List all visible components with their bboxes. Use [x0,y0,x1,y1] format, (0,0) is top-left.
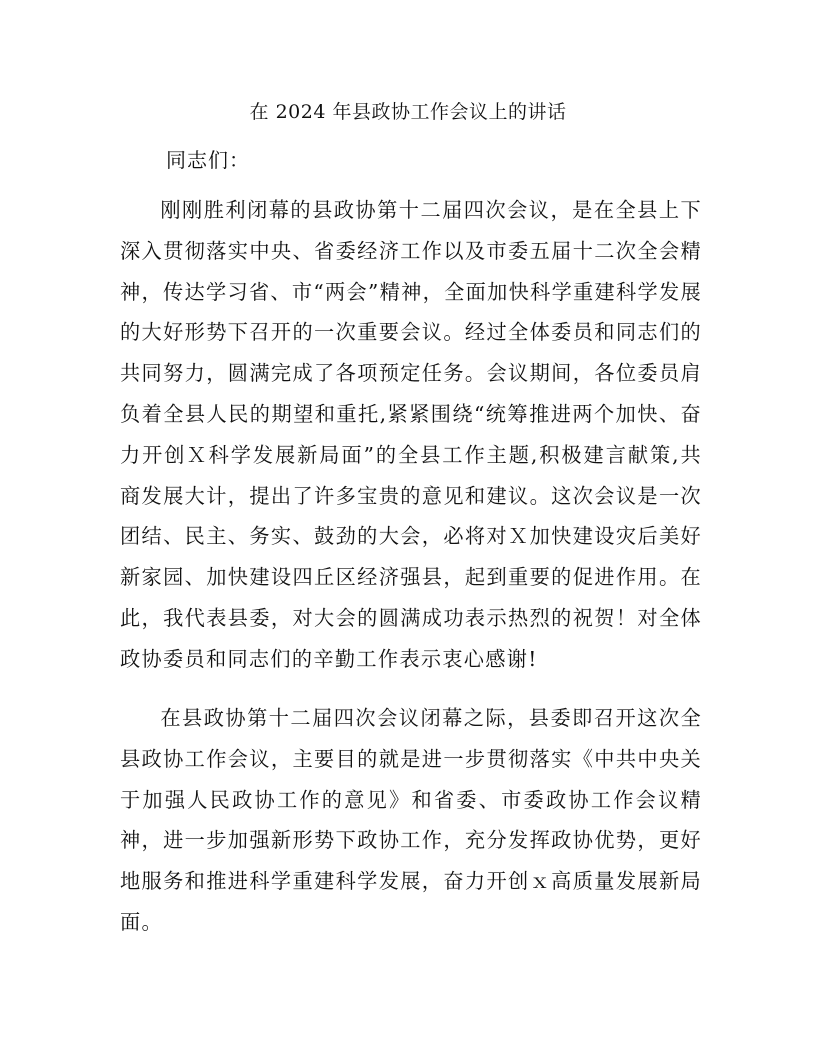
salutation: 同志们： [166,148,250,172]
body-paragraph-2: 在县政协第十二届四次会议闭幕之际，县委即召开这次全县政协工作会议，主要目的就是进一步贯彻落实《中共中央关于加强人民政协工作的意见》和省委、市委政协工作会议精神，进一步加强新形势下政协工作，充分发挥政协优势，更好地服务和推进科学重建科学发展，奋力开创ｘ高质量发展新局面。 [120,706,702,934]
body-paragraph-1: 刚刚胜利闭幕的县政协第十二届四次会议，是在全县上下深入贯彻落实中央、省委经济工作以及市委五届十二次全会精神，传达学习省、市“两会”精神，全面加快科学重建科学发展的大好形势下召开的一次重要会议。经过全体委员和同志们的共同努力，圆满完成了各项预定任务。会议期间，各位委员肩负着全县人民的期望和重托,紧紧围绕“统筹推进两个加快、奋力开创Ｘ科学发展新局面”的全县工作主题,积极建言献策,共商发展大计，提出了许多宝贵的意见和建议。这次会议是一次团结、民主、务实、鼓劲的大会，必将对Ｘ加快建设灾后美好新家园、加快建设四丘区经济强县，起到重要的促进作用。在此，我代表县委，对大会的圆满成功表示热烈的祝贺！对全体政协委员和同志们的辛勤工作表示衷心感谢! [120,198,702,671]
document-title: 在 2024 年县政协工作会议上的讲话 [249,101,567,123]
